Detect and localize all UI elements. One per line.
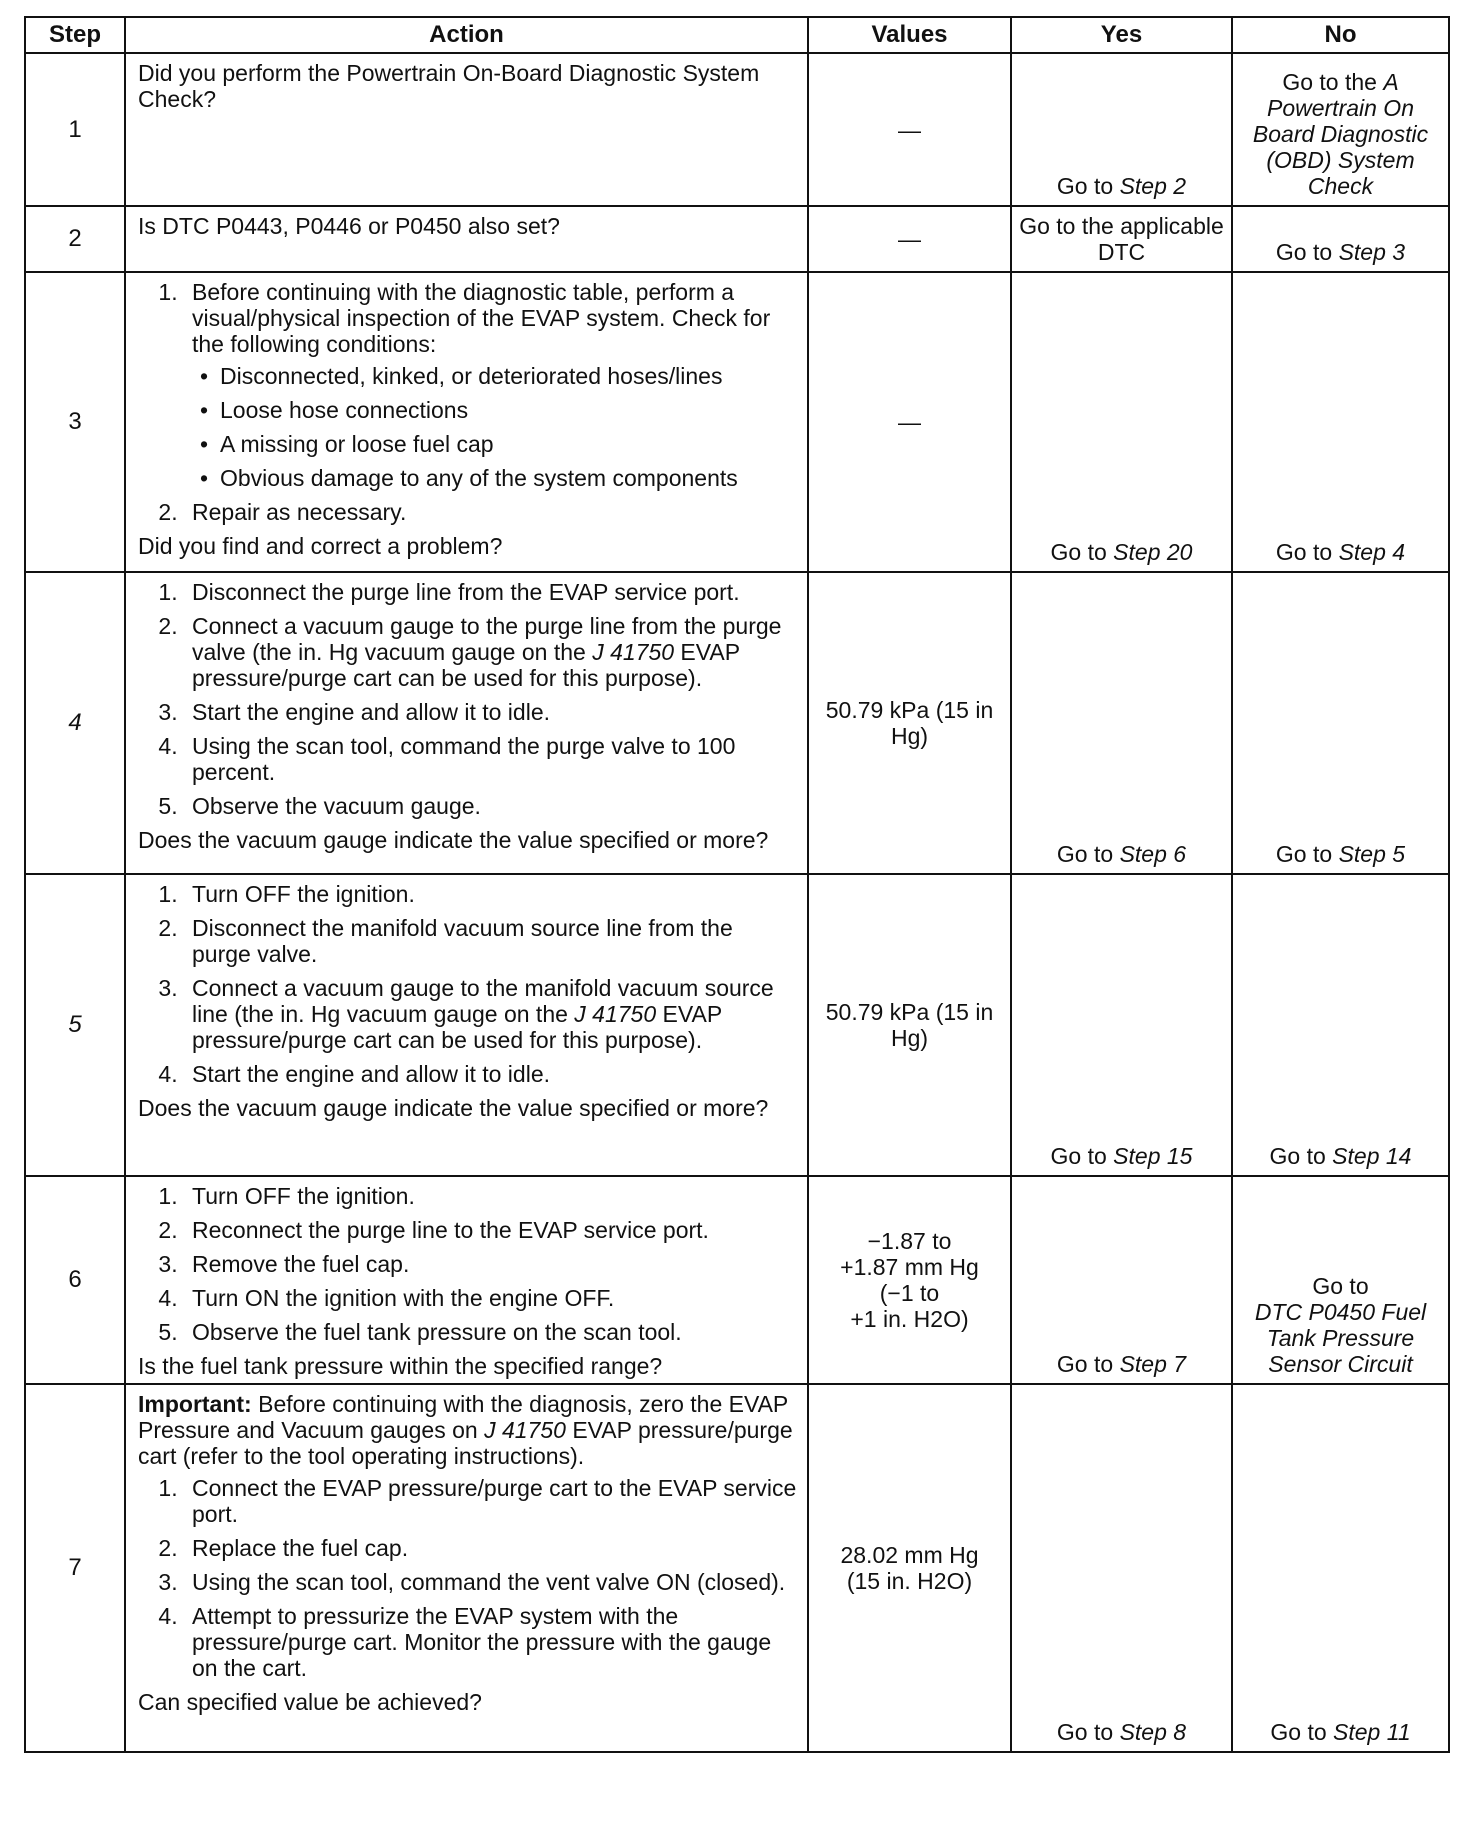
table-row bbox=[25, 874, 1449, 1176]
table-header-row bbox=[25, 17, 1449, 53]
no-link[interactable]: Step 14 bbox=[1332, 1143, 1412, 1169]
substep: 2. Repair as necessary. bbox=[184, 499, 797, 525]
substep: 3. Connect a vacuum gauge to the manifold vacuum source line (the in. Hg vacuum gauge on the J 41750 EVAP pressure/purge cart can be used for this purpose). bbox=[184, 975, 797, 1053]
value-line: (−1 to bbox=[879, 1280, 940, 1306]
no-prefix: Go to bbox=[1275, 239, 1339, 265]
yes-cell[interactable]: Go to the applicable DTC bbox=[1011, 206, 1232, 272]
no-prefix: Go to bbox=[1312, 1273, 1369, 1299]
header-action: Action bbox=[125, 17, 808, 53]
no-cell bbox=[1232, 874, 1449, 1176]
no-prefix: Go to bbox=[1275, 841, 1339, 867]
step-number: 4 bbox=[25, 572, 125, 874]
step-number: 7 bbox=[25, 1384, 125, 1752]
action-cell bbox=[125, 53, 808, 206]
substep: 3. Remove the fuel cap. bbox=[184, 1251, 797, 1277]
yes-cell bbox=[1011, 53, 1232, 206]
no-prefix: Go to the bbox=[1282, 69, 1384, 95]
yes-link[interactable]: Step 2 bbox=[1119, 173, 1187, 199]
table-row bbox=[25, 1176, 1449, 1384]
question-text: Did you perform the Powertrain On-Board Diagnostic System Check? bbox=[138, 60, 760, 112]
table-row bbox=[25, 206, 1449, 272]
substep-list bbox=[138, 1183, 797, 1345]
substep: 1. Before continuing with the diagnostic table, perform a visual/physical inspection of the EVAP system. Check for the following conditions: • Disconnected, kinked, or deteriorated hoses/lines • Loose hose connections • A missing or loose fuel cap • Obvious damage to any of the system components bbox=[184, 279, 797, 491]
substep: 1. Disconnect the purge line from the EVAP service port. bbox=[184, 579, 797, 605]
no-cell bbox=[1232, 572, 1449, 874]
value-line: −1.87 to bbox=[867, 1228, 952, 1254]
no-cell bbox=[1232, 206, 1449, 272]
yes-link[interactable]: Step 15 bbox=[1113, 1143, 1193, 1169]
header-yes: Yes bbox=[1011, 17, 1232, 53]
value-line: (15 in. H2O) bbox=[846, 1568, 973, 1594]
tool-reference: J 41750 bbox=[484, 1417, 566, 1443]
header-values: Values bbox=[808, 17, 1011, 53]
question-text: Did you find and correct a problem? bbox=[138, 533, 503, 559]
condition-list bbox=[192, 363, 797, 491]
substep: 1. Turn OFF the ignition. bbox=[184, 881, 797, 907]
values-cell: — bbox=[808, 53, 1011, 206]
yes-cell bbox=[1011, 1384, 1232, 1752]
value-line: +1.87 mm Hg bbox=[840, 1254, 979, 1280]
value-line: +1 in. H2O) bbox=[850, 1306, 969, 1332]
no-cell bbox=[1232, 1176, 1449, 1384]
values-cell bbox=[808, 1176, 1011, 1384]
step-number: 1 bbox=[25, 53, 125, 206]
yes-cell bbox=[1011, 272, 1232, 572]
question-text: Does the vacuum gauge indicate the value specified or more? bbox=[138, 827, 769, 853]
action-cell bbox=[125, 572, 808, 874]
yes-cell bbox=[1011, 874, 1232, 1176]
diagnostic-table bbox=[24, 16, 1450, 1753]
substep: 3. Using the scan tool, command the vent valve ON (closed). bbox=[184, 1569, 797, 1595]
yes-prefix: Go to bbox=[1056, 1719, 1120, 1745]
yes-link[interactable]: Step 20 bbox=[1113, 539, 1193, 565]
no-link[interactable]: Step 11 bbox=[1333, 1719, 1411, 1745]
values-cell: 50.79 kPa (15 in Hg) bbox=[808, 572, 1011, 874]
yes-prefix: Go to bbox=[1050, 1143, 1114, 1169]
tool-reference: J 41750 bbox=[574, 1001, 657, 1027]
table-row bbox=[25, 53, 1449, 206]
question-text: Is the fuel tank pressure within the specified range? bbox=[138, 1353, 663, 1379]
substep: 1. Connect the EVAP pressure/purge cart to the EVAP service port. bbox=[184, 1475, 797, 1527]
no-prefix: Go to bbox=[1275, 539, 1339, 565]
question-text: Does the vacuum gauge indicate the value specified or more? bbox=[138, 1095, 769, 1121]
value-line: 28.02 mm Hg bbox=[840, 1542, 979, 1568]
action-cell bbox=[125, 1176, 808, 1384]
no-link[interactable]: Step 5 bbox=[1338, 841, 1406, 867]
important-label: Important: bbox=[138, 1391, 252, 1417]
table-row bbox=[25, 272, 1449, 572]
substep: 3. Start the engine and allow it to idle. bbox=[184, 699, 797, 725]
substep: 5. Observe the vacuum gauge. bbox=[184, 793, 797, 819]
table-row bbox=[25, 572, 1449, 874]
substep-list bbox=[138, 881, 797, 1087]
important-note: Important: Before continuing with the diagnosis, zero the EVAP Pressure and Vacuum gauges on J 41750 EVAP pressure/purge cart (refer to the tool operating instructions). bbox=[138, 1391, 793, 1469]
step-number: 5 bbox=[25, 874, 125, 1176]
header-no: No bbox=[1232, 17, 1449, 53]
header-step: Step bbox=[25, 17, 125, 53]
question-text: Can specified value be achieved? bbox=[138, 1689, 482, 1715]
yes-prefix: Go to bbox=[1056, 1351, 1120, 1377]
condition-item: • Disconnected, kinked, or deteriorated hoses/lines bbox=[220, 363, 797, 389]
yes-cell bbox=[1011, 1176, 1232, 1384]
no-link[interactable]: Step 4 bbox=[1338, 539, 1406, 565]
step-number: 3 bbox=[25, 272, 125, 572]
yes-link[interactable]: Step 7 bbox=[1119, 1351, 1187, 1377]
yes-cell bbox=[1011, 572, 1232, 874]
question-text: Is DTC P0443, P0446 or P0450 also set? bbox=[138, 213, 560, 239]
yes-prefix: Go to bbox=[1056, 841, 1120, 867]
substep: 2. Replace the fuel cap. bbox=[184, 1535, 797, 1561]
no-prefix: Go to bbox=[1270, 1719, 1334, 1745]
yes-link[interactable]: Step 8 bbox=[1119, 1719, 1187, 1745]
action-cell bbox=[125, 206, 808, 272]
substep: 4. Using the scan tool, command the purge valve to 100 percent. bbox=[184, 733, 797, 785]
condition-item: • A missing or loose fuel cap bbox=[220, 431, 797, 457]
tool-reference: J 41750 bbox=[592, 639, 675, 665]
no-cell bbox=[1232, 1384, 1449, 1752]
values-cell: — bbox=[808, 272, 1011, 572]
no-link[interactable]: DTC P0450 Fuel Tank Pressure Sensor Circuit bbox=[1254, 1299, 1427, 1377]
condition-item: • Obvious damage to any of the system components bbox=[220, 465, 797, 491]
values-cell: — bbox=[808, 206, 1011, 272]
step-number: 6 bbox=[25, 1176, 125, 1384]
step-number: 2 bbox=[25, 206, 125, 272]
no-cell bbox=[1232, 53, 1449, 206]
values-cell: 50.79 kPa (15 in Hg) bbox=[808, 874, 1011, 1176]
substep: 4. Attempt to pressurize the EVAP system with the pressure/purge cart. Monitor the pressure with the gauge on the cart. bbox=[184, 1603, 797, 1681]
substep: 2. Reconnect the purge line to the EVAP service port. bbox=[184, 1217, 797, 1243]
no-prefix: Go to bbox=[1269, 1143, 1333, 1169]
values-cell bbox=[808, 1384, 1011, 1752]
substep: 2. Disconnect the manifold vacuum source line from the purge valve. bbox=[184, 915, 797, 967]
substep: 1. Turn OFF the ignition. bbox=[184, 1183, 797, 1209]
yes-prefix: Go to bbox=[1050, 539, 1114, 565]
no-link[interactable]: Step 3 bbox=[1338, 239, 1406, 265]
substep-list bbox=[138, 1475, 797, 1681]
yes-link[interactable]: Step 6 bbox=[1119, 841, 1187, 867]
substep: 2. Connect a vacuum gauge to the purge line from the purge valve (the in. Hg vacuum gauge on the J 41750 EVAP pressure/purge cart can be used for this purpose). bbox=[184, 613, 797, 691]
substep: 5. Observe the fuel tank pressure on the scan tool. bbox=[184, 1319, 797, 1345]
substep: 4. Turn ON the ignition with the engine OFF. bbox=[184, 1285, 797, 1311]
substep-list bbox=[138, 579, 797, 819]
condition-item: • Loose hose connections bbox=[220, 397, 797, 423]
substep: 4. Start the engine and allow it to idle. bbox=[184, 1061, 797, 1087]
table-row bbox=[25, 1384, 1449, 1752]
substep-list bbox=[138, 279, 797, 525]
no-cell bbox=[1232, 272, 1449, 572]
yes-prefix: Go to bbox=[1056, 173, 1120, 199]
action-cell bbox=[125, 272, 808, 572]
action-cell bbox=[125, 874, 808, 1176]
action-cell bbox=[125, 1384, 808, 1752]
no-link[interactable]: A Powertrain On Board Diagnostic (OBD) System Check bbox=[1252, 69, 1429, 199]
